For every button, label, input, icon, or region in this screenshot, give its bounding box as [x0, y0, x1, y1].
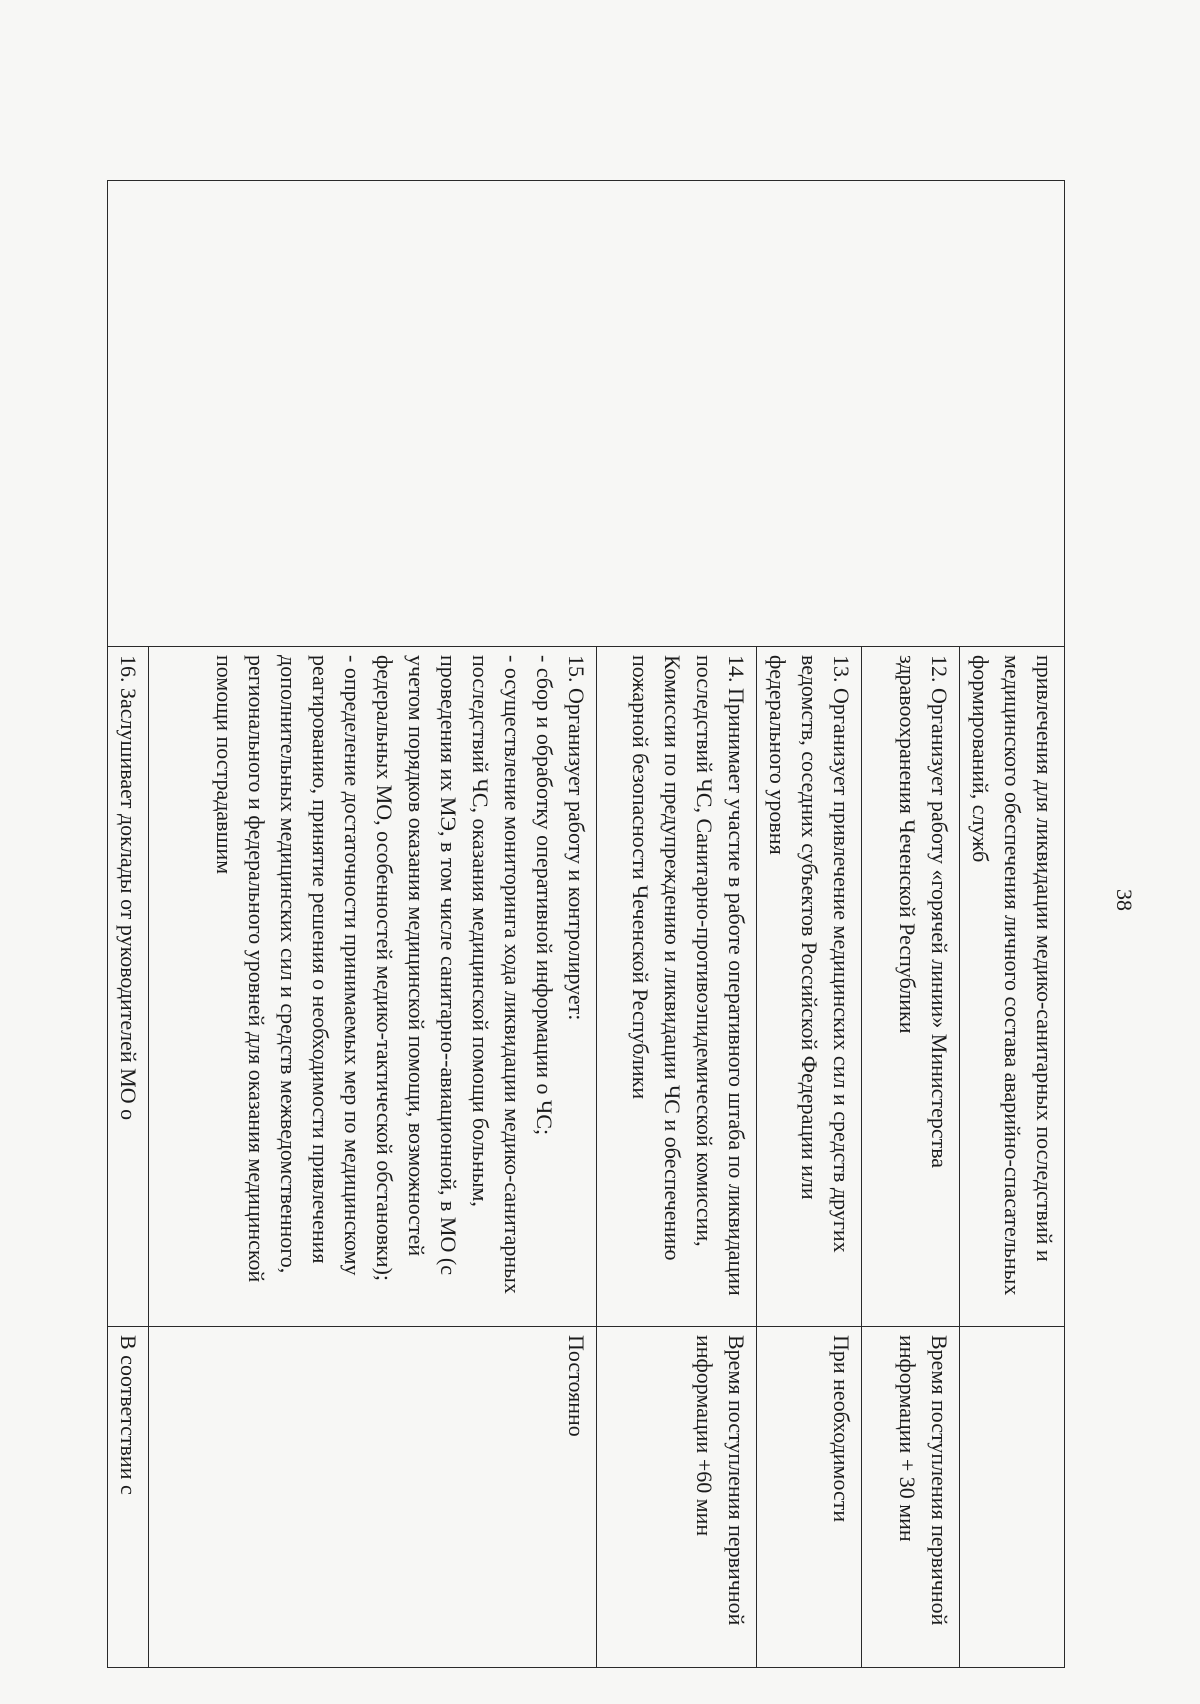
document-table	[107, 180, 1065, 1668]
empty-column-1	[108, 181, 1065, 647]
time-cell: В соответствии с	[108, 1327, 149, 1668]
action-cell: привлечения для ликвидации медико-санитарных последствий и медицинского обеспечения личного состава аварийно-спасательных формирований, служб	[960, 647, 1065, 1327]
action-cell: 16. Заслушивает доклады от руководителей МО о	[108, 647, 149, 1327]
time-cell: Время поступления первичной информации +60 мин	[597, 1327, 757, 1668]
table-row	[960, 181, 1065, 1668]
time-cell: Постоянно	[149, 1327, 597, 1668]
action-cell: 12. Организует работу «горячей линии» Министерства здравоохранения Чеченской Республики	[862, 647, 960, 1327]
time-cell	[960, 1327, 1065, 1668]
action-cell: 13. Организует привлечение медицинских сил и средств других ведомств, соседних субъектов Российской Федерации или федерального уровня	[757, 647, 862, 1327]
rotated-table-wrapper	[116, 180, 1065, 1667]
action-cell: 15. Организует работу и контролирует: - сбор и обработку оперативной информации о ЧС; - осуществление мониторинга хода ликвидации медико-санитарных последствий ЧС, оказания медицинской помощи больным, проведения их МЭ, в том числе санитарно--авиационной, в МО (с учетом порядков оказания медицинской помощи, возможностей федеральных МО, особенностей медико-тактической обстановки); - определение достаточности принимаемых мер по медицинскому реагированию, принятие решения о необходимости привлечения дополнительных медицинских сил и средств межведомственного, регионального и федерального уровней для оказания медицинской помощи пострадавшим	[149, 647, 597, 1327]
page-number: 38	[1112, 889, 1137, 911]
time-cell: Время поступления первичной информации + 30 мин	[862, 1327, 960, 1668]
action-cell: 14. Принимает участие в работе оперативного штаба по ликвидации последствий ЧС, Санитарно-противоэпидемической комиссии, Комиссии по предупреждению и ликвидации ЧС и обеспечению пожарной безопасности Чеченской Республики	[597, 647, 757, 1327]
time-cell: При необходимости	[757, 1327, 862, 1668]
